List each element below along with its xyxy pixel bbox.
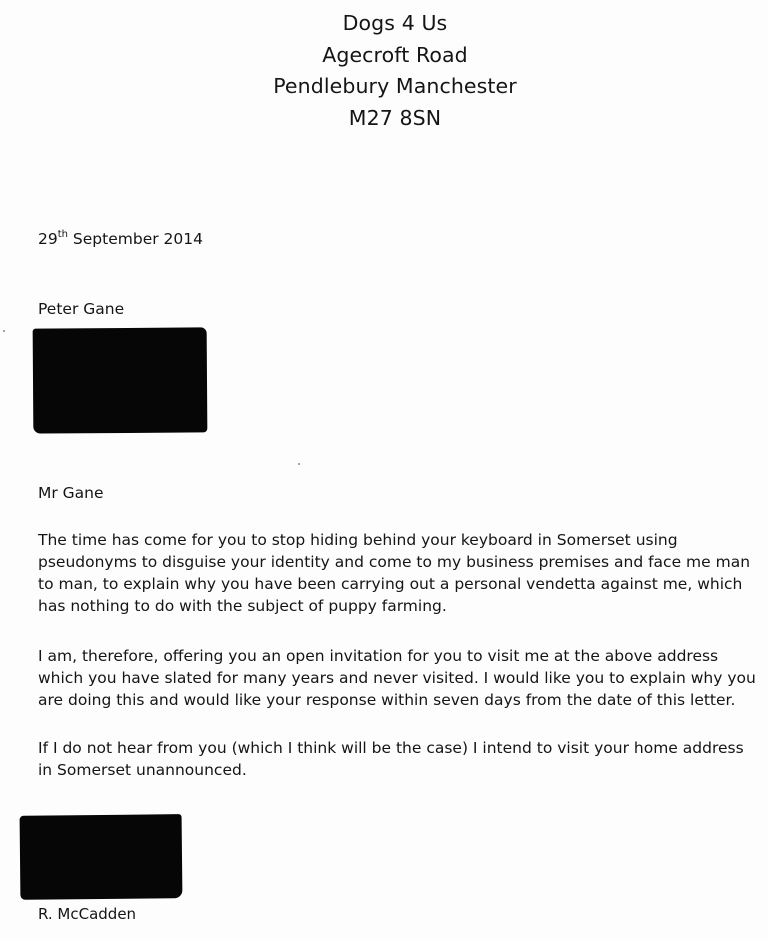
paragraph-line: pseudonyms to disguise your identity and come to my business premises and face me man [38, 553, 751, 571]
paragraph-line: which you have slated for many years and never visited. I would like you to explain why you [38, 669, 756, 687]
date-day: 29 [38, 230, 58, 249]
paragraph-line: to man, to explain why you have been carrying out a personal vendetta against me, which [38, 575, 743, 593]
letterhead-line: Pendlebury Manchester [273, 74, 517, 98]
paragraph-line: in Somerset unannounced. [38, 761, 247, 779]
body-paragraph [38, 529, 750, 617]
recipient-name: Peter Gane [38, 300, 125, 318]
letterhead-address [0, 8, 768, 134]
body-paragraph [38, 645, 756, 711]
paragraph-line: are doing this and would like your response within seven days from the date of this letter. [38, 691, 736, 709]
redacted-address-block [33, 327, 208, 433]
letterhead-line: Agecroft Road [322, 42, 468, 67]
paragraph-line: has nothing to do with the subject of puppy farming. [38, 597, 447, 615]
letter-date [38, 230, 203, 248]
date-rest: September 2014 [68, 230, 203, 249]
paragraph-line: I am, therefore, offering you an open invitation for you to visit me at the above address [38, 647, 719, 665]
paper-speck [3, 330, 5, 332]
date-suffix: th [57, 229, 68, 240]
signatory-name: R. McCadden [38, 905, 137, 923]
letterhead-line: Dogs 4 Us [342, 11, 448, 35]
body-paragraph [38, 737, 744, 781]
redacted-signature-block [20, 814, 183, 900]
paper-speck [298, 463, 300, 465]
paragraph-line: The time has come for you to stop hiding behind your keyboard in Somerset using [38, 531, 678, 549]
letterhead-line: M27 8SN [348, 105, 442, 130]
salutation: Mr Gane [38, 484, 104, 502]
paragraph-line: If I do not hear from you (which I think will be the case) I intend to visit your home address [38, 739, 744, 757]
